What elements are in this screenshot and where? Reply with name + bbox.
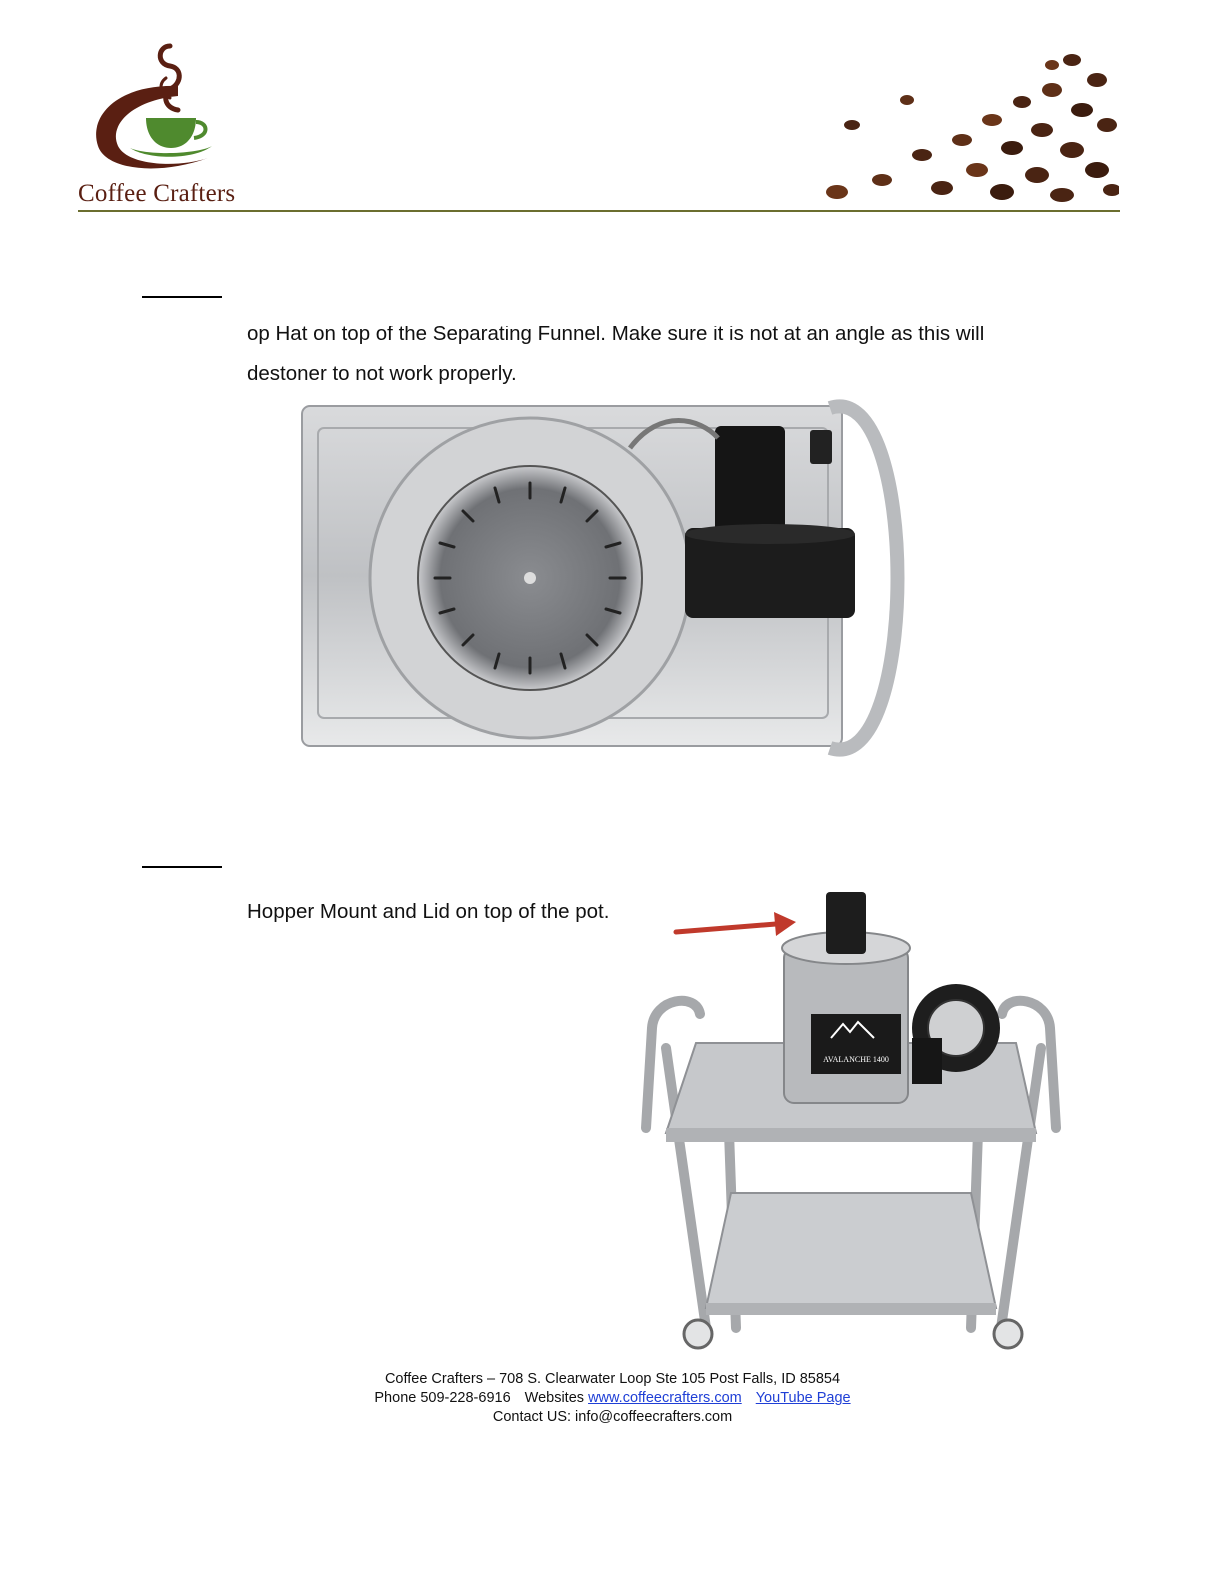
pot-label-text: AVALANCHE 1400 — [823, 1055, 889, 1064]
avalanche-cart-photo — [636, 888, 1072, 1366]
instruction-text-cut: op Hat on top of the Separating Funnel. Make sure it is not at an angle as this will — [247, 326, 985, 345]
instruction-text: Hopper Mount and Lid on top of the pot. — [247, 900, 610, 923]
logo-text: Coffee Crafters — [78, 180, 236, 207]
header-divider — [78, 210, 1120, 212]
footer-phone: Phone 509-228-6916 — [374, 1390, 511, 1406]
footer-websites-label: Websites — [524, 1390, 585, 1406]
youtube-link[interactable]: YouTube Page — [755, 1390, 851, 1406]
footer-address: Coffee Crafters – 708 S. Clearwater Loop Ste 105 Post Falls, ID 85854 — [384, 1371, 841, 1387]
footer-links-row — [0, 1390, 1225, 1406]
instruction-text: destoner to not work properly. — [247, 362, 517, 385]
coffee-beans-image — [812, 30, 1119, 204]
website-link[interactable]: www.coffeecrafters.com — [588, 1390, 742, 1406]
step-heading-underline — [142, 296, 222, 298]
red-arrow-icon — [676, 912, 796, 936]
step-heading-underline — [142, 866, 222, 868]
destoner-top-view-photo — [300, 388, 912, 768]
footer-contact: Contact US: info@coffeecrafters.com — [492, 1409, 733, 1425]
